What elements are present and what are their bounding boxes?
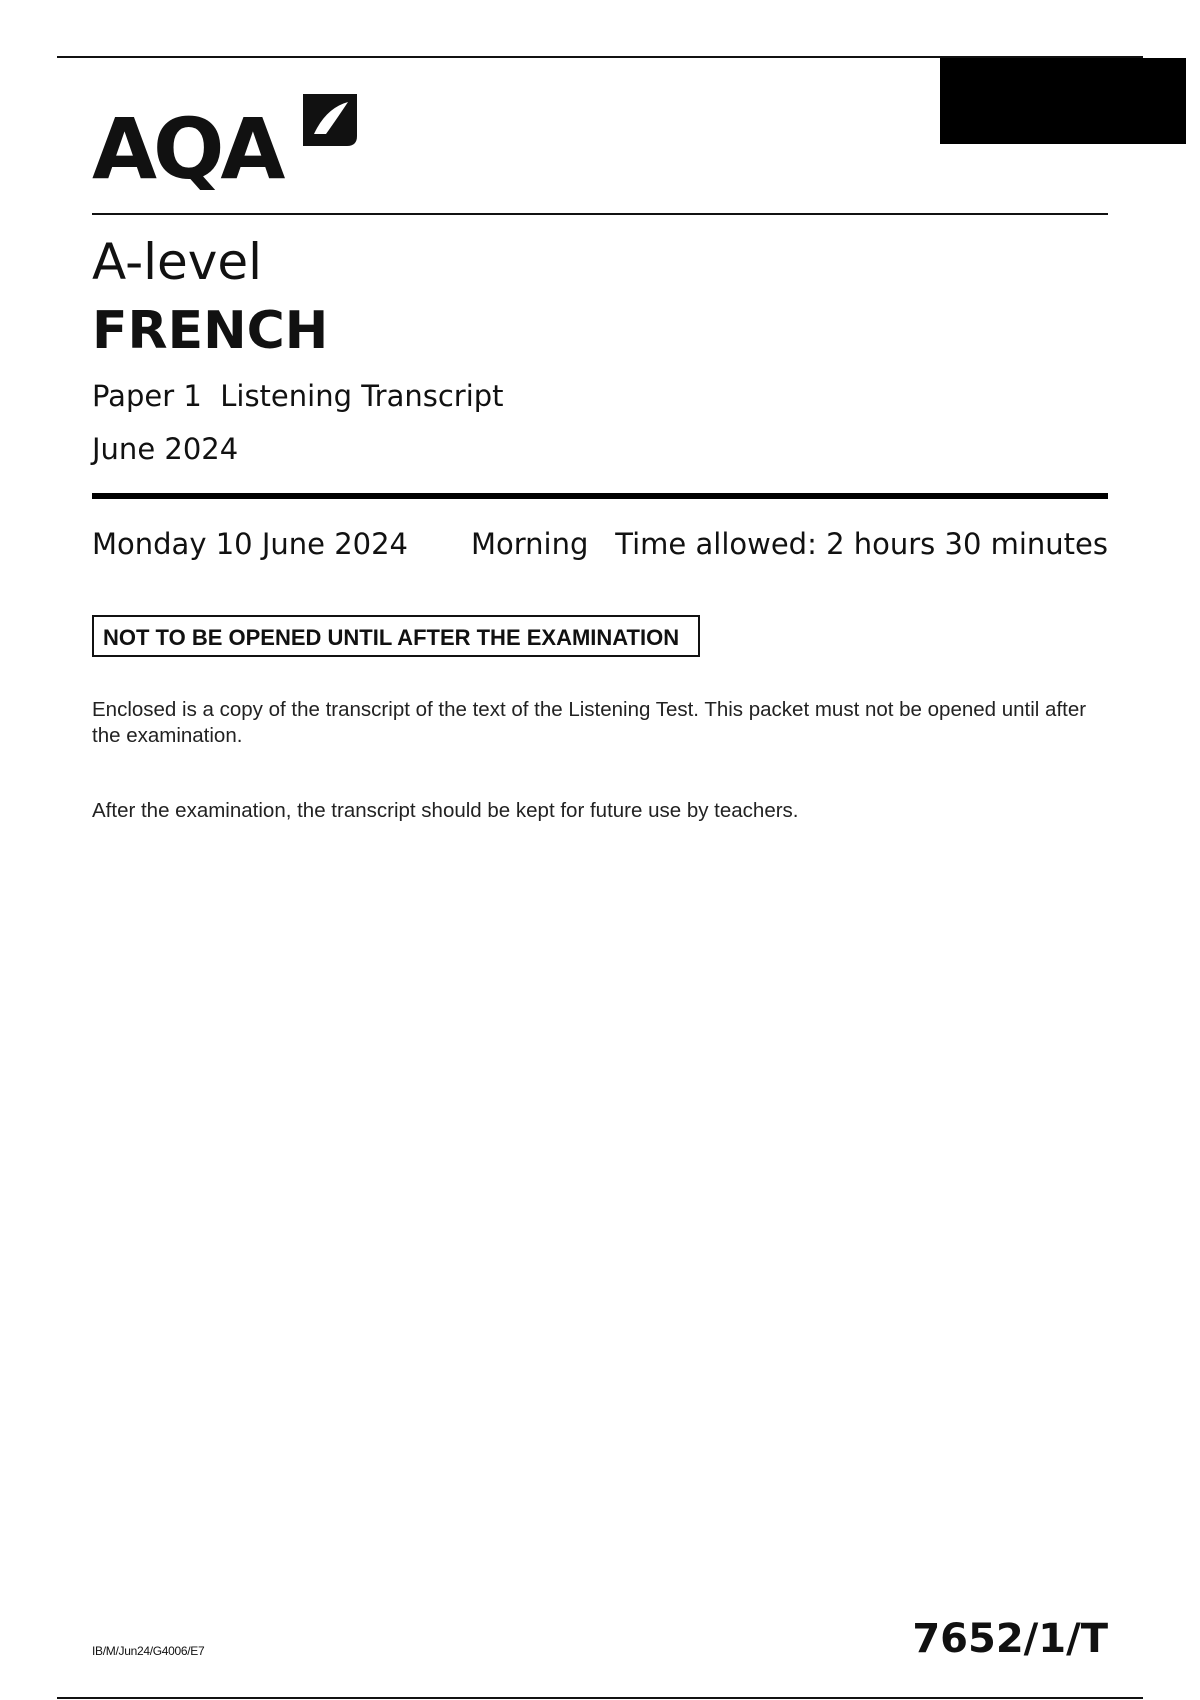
- paper-title: Paper 1 Listening Transcript: [92, 379, 504, 413]
- bottom-rule: [57, 1697, 1143, 1699]
- document-reference: IB/M/Jun24/G4006/E7: [92, 1644, 205, 1658]
- exam-time-of-day: Morning: [471, 527, 589, 561]
- paper-code: 7652/1/T: [912, 1616, 1108, 1662]
- retention-paragraph: After the examination, the transcript should be kept for future use by teachers.: [92, 799, 799, 822]
- notice-box: [92, 615, 700, 657]
- aqa-logo: [92, 90, 362, 190]
- section-rule: [92, 493, 1108, 499]
- subject-title: FRENCH: [92, 301, 329, 361]
- exam-date: Monday 10 June 2024: [92, 527, 408, 561]
- header-rule: [92, 213, 1108, 215]
- instructions-paragraph: Enclosed is a copy of the transcript of the text of the Listening Test. This packet must not be opened until after the examination.: [92, 698, 1087, 747]
- redaction-block: [940, 58, 1186, 144]
- exam-session: June 2024: [92, 432, 239, 466]
- qualification-level: A-level: [92, 233, 263, 291]
- logo-text: AQA: [92, 100, 282, 190]
- leaf-icon: [303, 94, 357, 146]
- aqa-logo-mark: [92, 90, 362, 190]
- notice-text: NOT TO BE OPENED UNTIL AFTER THE EXAMINATION: [103, 625, 680, 650]
- time-allowed: Time allowed: 2 hours 30 minutes: [615, 527, 1108, 561]
